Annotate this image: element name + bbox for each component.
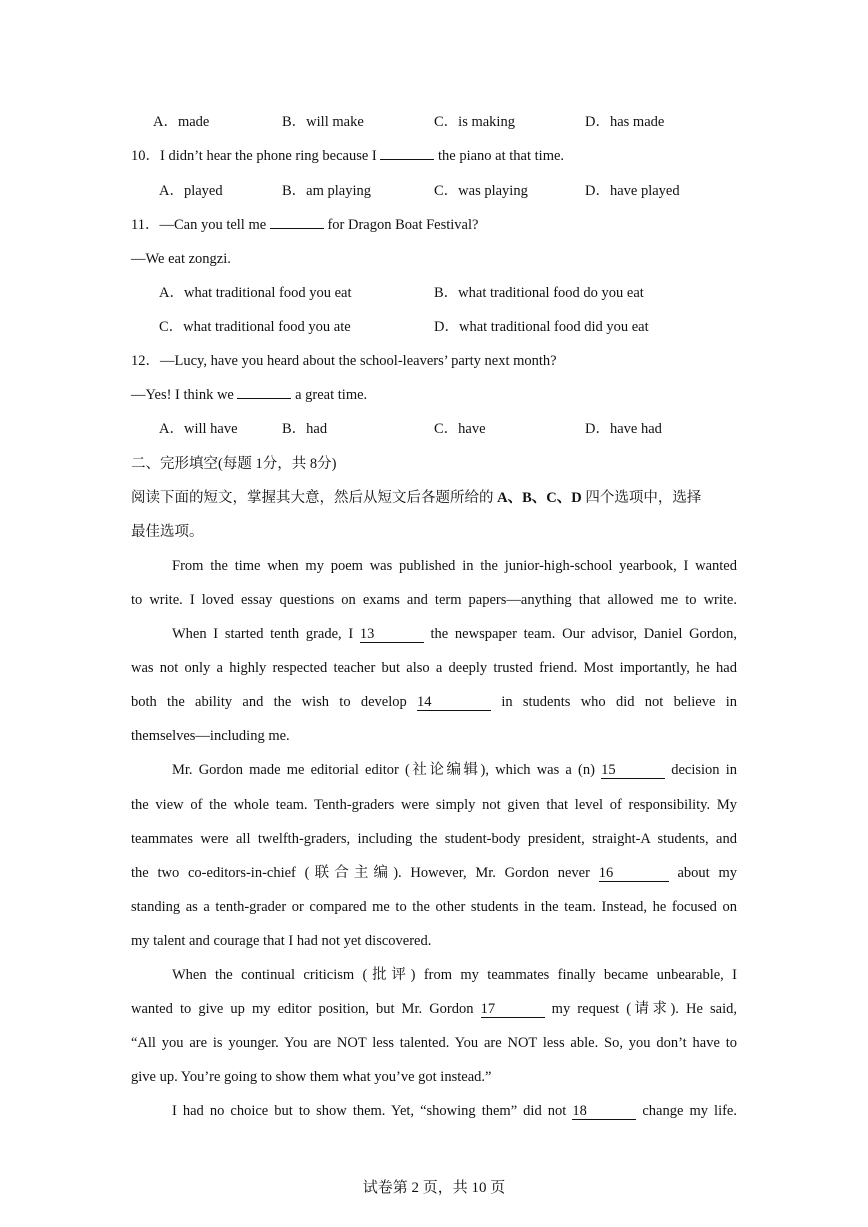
- passage-line: my talent and courage that I had not yet discovered.: [131, 933, 432, 949]
- q10-option-c[interactable]: C．was playing: [434, 183, 528, 199]
- passage-line: themselves—including me.: [131, 728, 290, 744]
- passage-line: was not only a highly respected teacher but also a deeply trusted friend. Most importantly, he had: [131, 660, 737, 676]
- passage-line: the two co-editors-in-chief (联合主编). However, Mr. Gordon never 16 about my: [131, 865, 737, 881]
- q11-option-d[interactable]: D．what traditional food did you eat: [434, 319, 649, 335]
- blank-18: 18: [572, 1103, 636, 1120]
- q12-reply: —Yes! I think we a great time.: [131, 387, 368, 403]
- q12-option-a[interactable]: A．will have: [159, 421, 238, 437]
- q12-stem: 12．—Lucy, have you heard about the school-leavers’ party next month?: [131, 353, 557, 369]
- passage-line: standing as a tenth-grader or compared me to the other students in the team. Instead, he focused on: [131, 899, 737, 915]
- passage-line: give up. You’re going to show them what you’ve got instead.”: [131, 1069, 492, 1085]
- section-instruction: 阅读下面的短文，掌握其大意，然后从短文后各题所给的 A、B、C、D 四个选项中，选择: [131, 490, 702, 506]
- q10-option-d[interactable]: D．have played: [585, 183, 680, 199]
- passage-line: When I started tenth grade, I 13 the newspaper team. Our advisor, Daniel Gordon,: [172, 626, 737, 642]
- q12-blank: [237, 398, 291, 399]
- q9-option-c[interactable]: C．is making: [434, 114, 515, 130]
- passage-line: teammates were all twelfth-graders, including the student-body president, straight-A students, and: [131, 831, 737, 847]
- blank-17: 17: [481, 1001, 545, 1018]
- q12-option-d[interactable]: D．have had: [585, 421, 662, 437]
- q11-option-c[interactable]: C．what traditional food you ate: [159, 319, 351, 335]
- q12-option-c[interactable]: C．have: [434, 421, 486, 437]
- q9-option-a[interactable]: A．made: [153, 114, 210, 130]
- blank-13: 13: [360, 626, 424, 643]
- blank-16: 16: [599, 865, 669, 882]
- passage-line: both the ability and the wish to develop 14 in students who did not believe in: [131, 694, 737, 710]
- q11-stem: 11．—Can you tell me for Dragon Boat Festival?: [131, 217, 479, 233]
- section-instruction-cont: 最佳选项。: [131, 524, 204, 540]
- q10-blank: [380, 159, 434, 160]
- blank-14: 14: [417, 694, 491, 711]
- q12-option-b[interactable]: B．had: [282, 421, 328, 437]
- q10-stem: 10．I didn’t hear the phone ring because I the piano at that time.: [131, 148, 565, 164]
- passage-line: the view of the whole team. Tenth-graders were simply not given that level of responsibility. My: [131, 797, 737, 813]
- passage-line: From the time when my poem was published in the junior-high-school yearbook, I wanted: [172, 558, 737, 574]
- page-footer: 试卷第 2 页，共 10 页: [362, 1180, 506, 1196]
- q11-blank: [270, 228, 324, 229]
- passage-line: Mr. Gordon made me editorial editor (社论编辑), which was a (n) 15 decision in: [172, 762, 737, 778]
- passage-line: “All you are is younger. You are NOT less talented. You are NOT less able. So, you don’t have to: [131, 1035, 737, 1051]
- q9-option-b[interactable]: B．will make: [282, 114, 364, 130]
- q11-answer-line: —We eat zongzi.: [131, 251, 231, 267]
- passage-line: wanted to give up my editor position, but Mr. Gordon 17 my request (请求). He said,: [131, 1001, 737, 1017]
- q11-option-b[interactable]: B．what traditional food do you eat: [434, 285, 644, 301]
- passage-line: I had no choice but to show them. Yet, “showing them” did not 18 change my life.: [172, 1103, 737, 1119]
- passage-line: When the continual criticism (批评) from my teammates finally became unbearable, I: [172, 967, 737, 983]
- q10-option-b[interactable]: B．am playing: [282, 183, 372, 199]
- section-title: 二、完形填空(每题 1分，共 8分): [131, 456, 337, 472]
- q9-option-d[interactable]: D．has made: [585, 114, 665, 130]
- blank-15: 15: [601, 762, 665, 779]
- q11-option-a[interactable]: A．what traditional food you eat: [159, 285, 352, 301]
- passage-line: to write. I loved essay questions on exams and term papers—anything that allowed me to write.: [131, 592, 737, 608]
- q10-option-a[interactable]: A．played: [159, 183, 223, 199]
